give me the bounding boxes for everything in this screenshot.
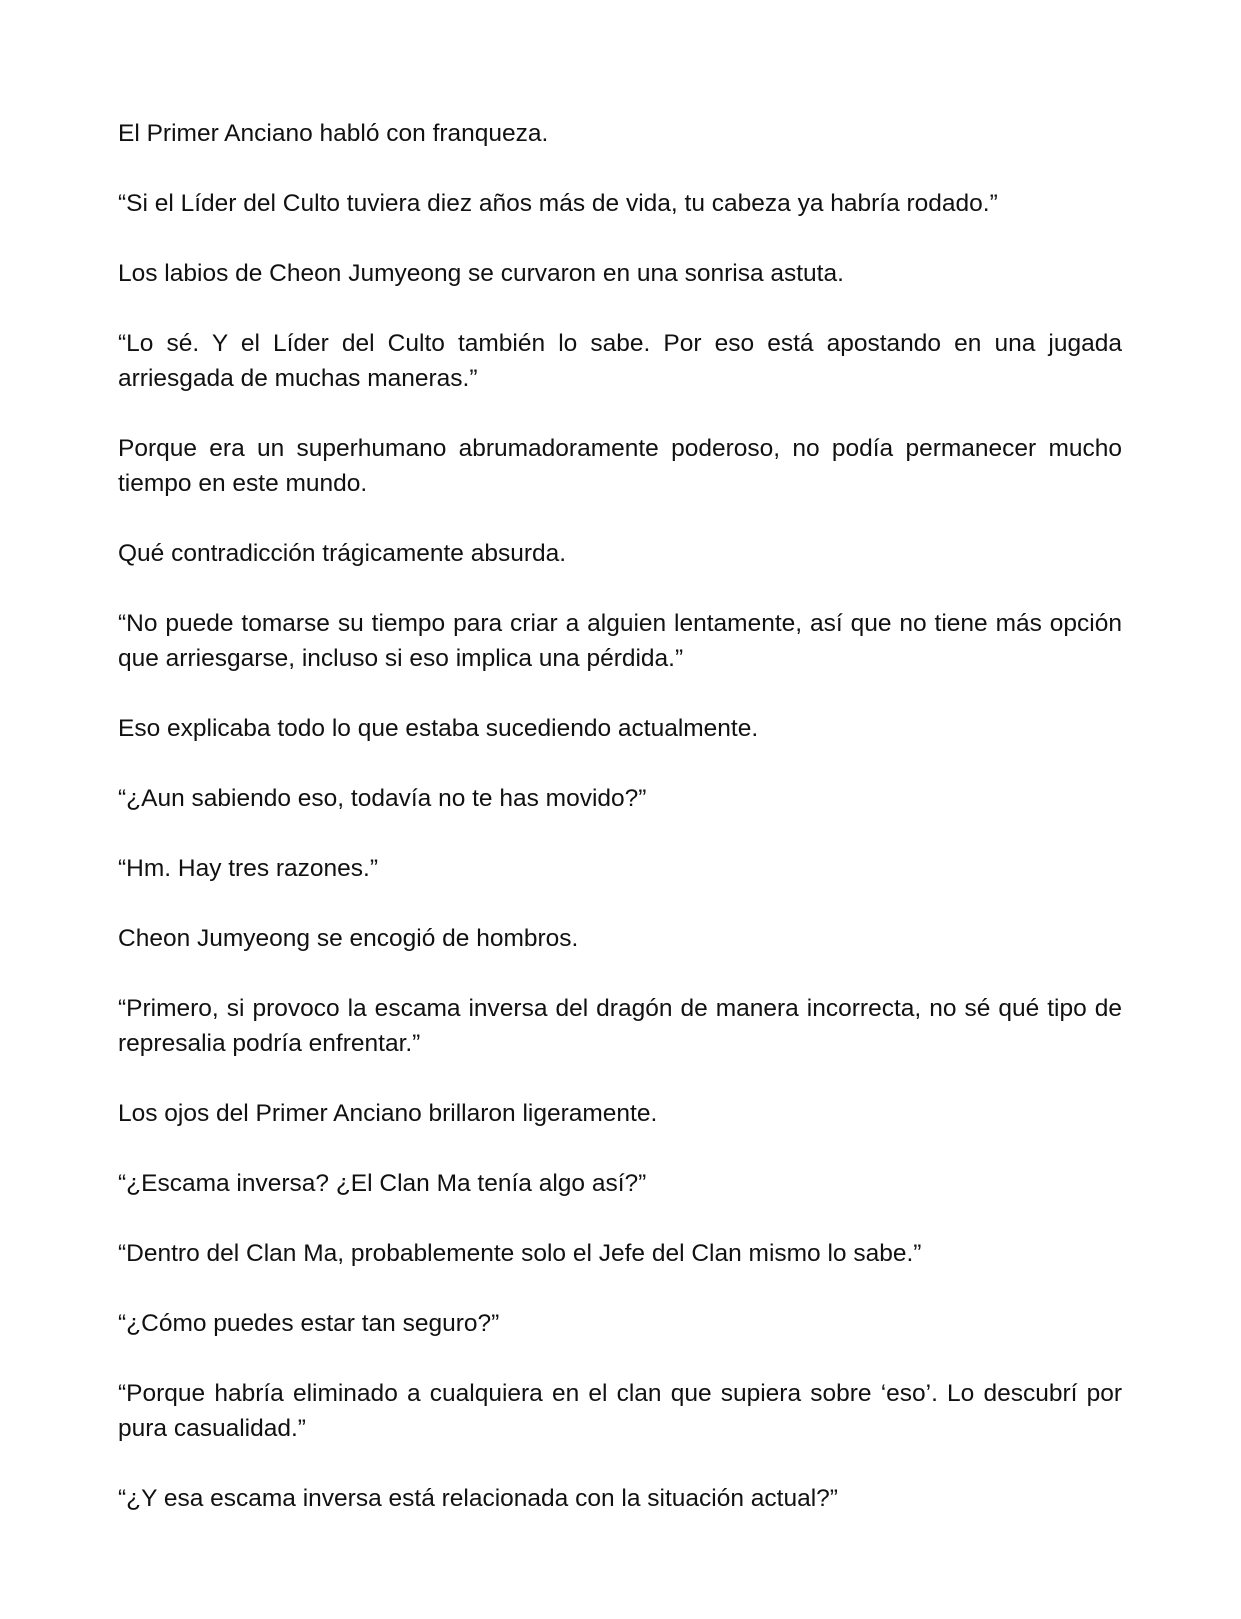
paragraph: “Primero, si provoco la escama inversa del dragón de manera incorrecta, no sé qué tipo de represalia podría enfrentar.” (118, 995, 1122, 1057)
paragraph: “¿Escama inversa? ¿El Clan Ma tenía algo así?” (118, 1170, 647, 1197)
paragraph: “Hm. Hay tres razones.” (118, 855, 379, 882)
paragraph: El Primer Anciano habló con franqueza. (118, 120, 549, 147)
paragraph: Cheon Jumyeong se encogió de hombros. (118, 925, 579, 952)
paragraph: Eso explicaba todo lo que estaba sucediendo actualmente. (118, 715, 759, 742)
paragraph: “Dentro del Clan Ma, probablemente solo el Jefe del Clan mismo lo sabe.” (118, 1240, 922, 1267)
paragraph: “Porque habría eliminado a cualquiera en el clan que supiera sobre ‘eso’. Lo descubrí por pura casualidad.” (118, 1380, 1122, 1442)
paragraph: “Si el Líder del Culto tuviera diez años más de vida, tu cabeza ya habría rodado.” (118, 190, 998, 217)
document-body (118, 116, 1122, 1551)
paragraph: Porque era un superhumano abrumadoramente poderoso, no podía permanecer mucho tiempo en este mundo. (118, 435, 1122, 497)
paragraph: “¿Cómo puedes estar tan seguro?” (118, 1310, 500, 1337)
paragraph: “Lo sé. Y el Líder del Culto también lo sabe. Por eso está apostando en una jugada arriesgada de muchas maneras.” (118, 330, 1122, 392)
paragraph: Qué contradicción trágicamente absurda. (118, 540, 567, 567)
paragraph: Los ojos del Primer Anciano brillaron ligeramente. (118, 1100, 658, 1127)
paragraph: Los labios de Cheon Jumyeong se curvaron en una sonrisa astuta. (118, 260, 844, 287)
paragraph: “¿Y esa escama inversa está relacionada con la situación actual?” (118, 1485, 838, 1512)
paragraph: “¿Aun sabiendo eso, todavía no te has movido?” (118, 785, 647, 812)
paragraph: “No puede tomarse su tiempo para criar a alguien lentamente, así que no tiene más opción que arriesgarse, incluso si eso implica una pérdida.” (118, 610, 1122, 672)
